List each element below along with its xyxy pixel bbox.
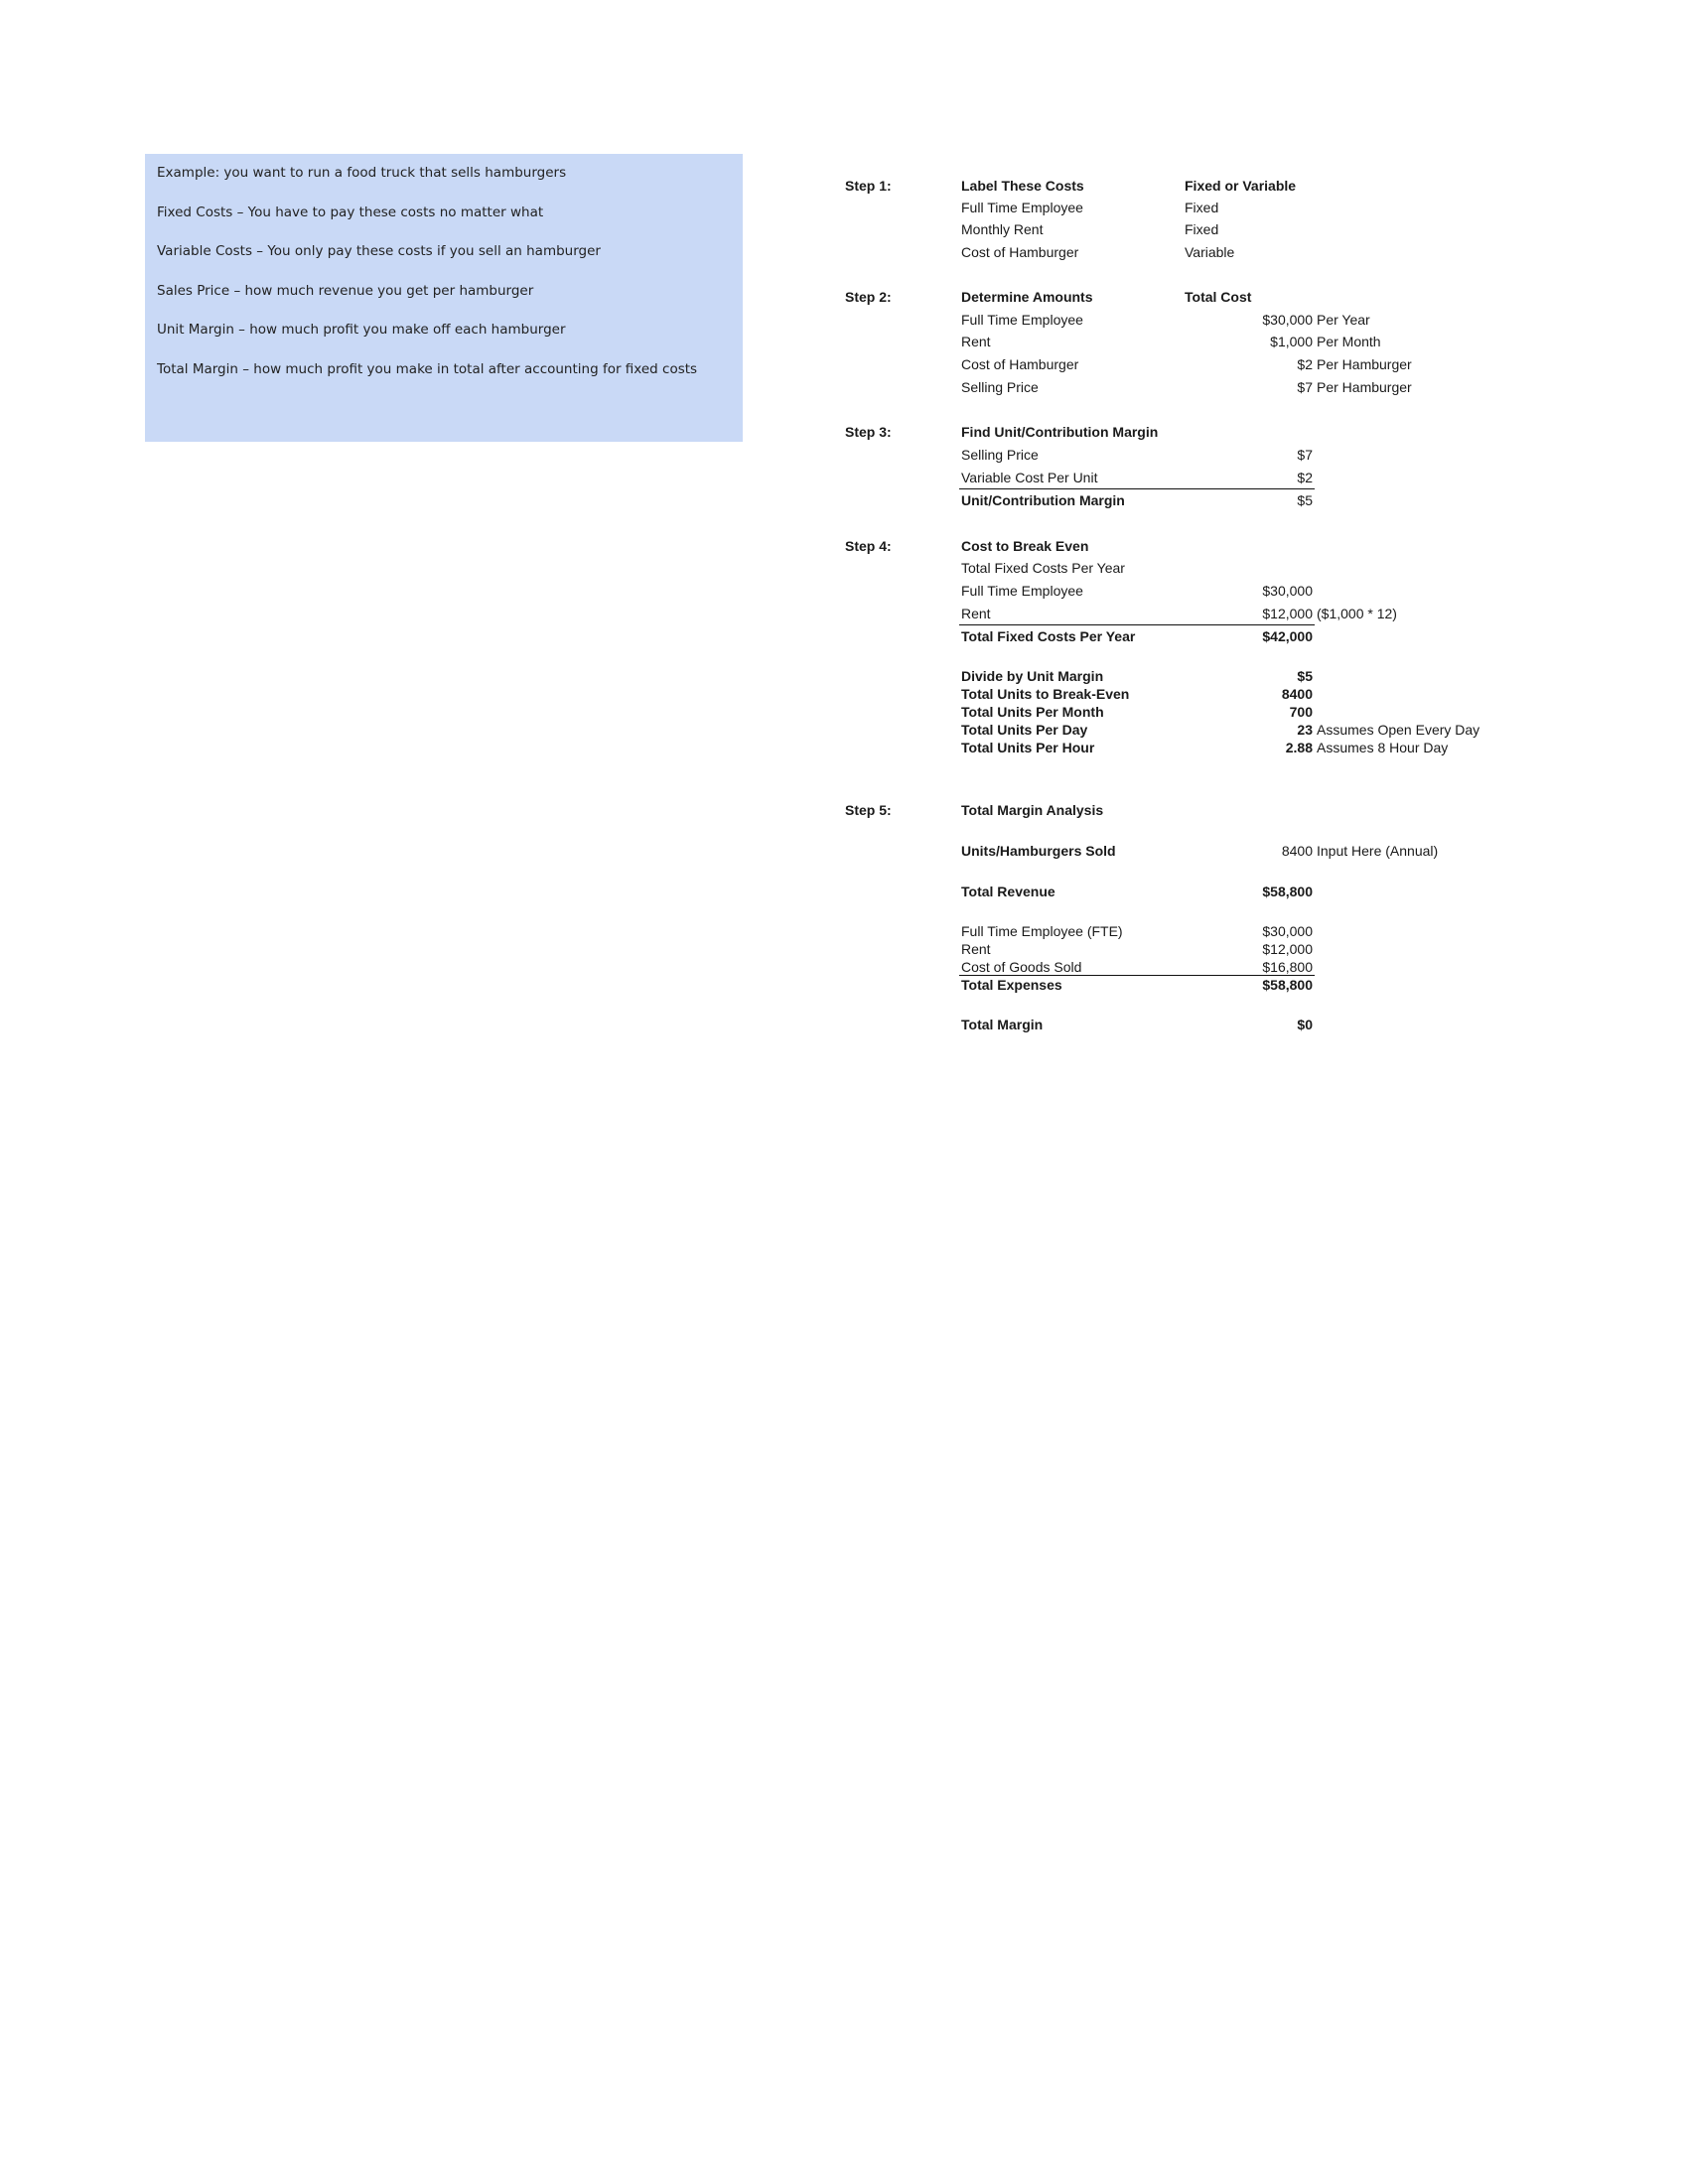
step1-header-row	[0, 176, 1688, 196]
units-sold-input[interactable]: 8400	[1281, 843, 1313, 859]
breakeven-row	[0, 703, 1688, 721]
row-value: $7	[1297, 447, 1313, 463]
expense-row	[0, 922, 1688, 940]
row-value: 2.88	[1285, 740, 1313, 755]
row-label: Rent	[961, 941, 991, 957]
step2-row	[0, 377, 1688, 397]
row-label: Full Time Employee	[961, 583, 1083, 599]
row-value: $12,000	[1262, 606, 1313, 621]
row-value: $2	[1297, 470, 1313, 485]
row-value: $30,000	[1262, 583, 1313, 599]
row-value: 700	[1289, 704, 1313, 720]
row-value: $2	[1297, 356, 1313, 372]
row-label: Total Units Per Day	[961, 722, 1088, 738]
breakeven-row	[0, 739, 1688, 756]
step1-row	[0, 242, 1688, 262]
note-sales-price: Sales Price – how much revenue you get per hamburger	[157, 282, 534, 299]
row-note: Per Month	[1317, 334, 1381, 349]
expense-row	[0, 940, 1688, 958]
step1-title: Label These Costs	[961, 178, 1084, 194]
step5-title: Total Margin Analysis	[961, 802, 1104, 818]
step2-row	[0, 354, 1688, 374]
row-label: Cost of Goods Sold	[961, 959, 1082, 975]
step2-row	[0, 310, 1688, 330]
note-unit-margin: Unit Margin – how much profit you make off each hamburger	[157, 322, 566, 338]
step1-row	[0, 219, 1688, 239]
expense-row	[0, 958, 1688, 976]
total-value: $58,800	[1262, 977, 1313, 993]
total-divider	[959, 488, 1315, 489]
step4-row	[0, 581, 1688, 601]
step5-label: Step 5:	[845, 802, 892, 818]
row-value: $16,800	[1262, 959, 1313, 975]
step1-row	[0, 198, 1688, 217]
row-note: Input Here (Annual)	[1317, 843, 1439, 859]
row-label: Full Time Employee	[961, 312, 1083, 328]
total-label: Total Fixed Costs Per Year	[961, 628, 1136, 644]
row-note: Per Year	[1317, 312, 1370, 328]
total-label: Total Expenses	[961, 977, 1062, 993]
step2-label: Step 2:	[845, 289, 892, 305]
row-value: $1,000	[1270, 334, 1313, 349]
step4-row	[0, 604, 1688, 623]
row-label: Monthly Rent	[961, 221, 1044, 237]
step3-title: Find Unit/Contribution Margin	[961, 424, 1159, 440]
step3-header-row	[0, 422, 1688, 442]
note-variable-costs: Variable Costs – You only pay these costs if you sell an hamburger	[157, 243, 601, 259]
row-value: $5	[1297, 668, 1313, 684]
row-value: $30,000	[1262, 923, 1313, 939]
total-label: Unit/Contribution Margin	[961, 492, 1125, 508]
step2-row	[0, 332, 1688, 351]
step5-header-row	[0, 800, 1688, 820]
row-label: Cost of Hamburger	[961, 244, 1079, 260]
row-value: $12,000	[1262, 941, 1313, 957]
step3-row	[0, 468, 1688, 487]
row-label: Total Units Per Month	[961, 704, 1104, 720]
row-note: Assumes Open Every Day	[1317, 722, 1480, 738]
total-margin-row	[0, 1015, 1688, 1034]
row-value: $7	[1297, 379, 1313, 395]
row-label: Total Units Per Hour	[961, 740, 1095, 755]
row-label: Full Time Employee	[961, 200, 1083, 215]
row-label: Cost of Hamburger	[961, 356, 1079, 372]
row-note: Per Hamburger	[1317, 356, 1412, 372]
step4-header-row	[0, 536, 1688, 556]
cost-type: Fixed	[1185, 221, 1219, 237]
row-value: $58,800	[1262, 884, 1313, 899]
step1-label: Step 1:	[845, 178, 892, 194]
note-example: Example: you want to run a food truck that sells hamburgers	[157, 165, 567, 181]
note-fixed-costs: Fixed Costs – You have to pay these costs no matter what	[157, 204, 544, 220]
breakeven-row	[0, 721, 1688, 739]
step4-subheader-row	[0, 558, 1688, 578]
breakeven-row	[0, 685, 1688, 703]
step3-row	[0, 445, 1688, 465]
row-note: ($1,000 * 12)	[1317, 606, 1397, 621]
step2-header-row	[0, 287, 1688, 307]
cost-type: Variable	[1185, 244, 1235, 260]
step4-total-row	[0, 626, 1688, 646]
step1-column-header: Fixed or Variable	[1185, 178, 1297, 194]
row-label: Selling Price	[961, 447, 1039, 463]
total-label: Total Margin	[961, 1017, 1044, 1032]
total-value: $5	[1297, 492, 1313, 508]
total-revenue-row	[0, 882, 1688, 901]
total-divider	[959, 624, 1315, 625]
step3-total-row	[0, 490, 1688, 510]
row-note: Assumes 8 Hour Day	[1317, 740, 1449, 755]
row-note: Per Hamburger	[1317, 379, 1412, 395]
row-label: Rent	[961, 334, 991, 349]
note-total-margin: Total Margin – how much profit you make in total after accounting for fixed costs	[157, 360, 698, 377]
row-label: Divide by Unit Margin	[961, 668, 1104, 684]
row-value: 8400	[1281, 686, 1313, 702]
row-label: Variable Cost Per Unit	[961, 470, 1098, 485]
cost-type: Fixed	[1185, 200, 1219, 215]
row-label: Total Units to Break-Even	[961, 686, 1130, 702]
step4-label: Step 4:	[845, 538, 892, 554]
row-value: 23	[1297, 722, 1313, 738]
row-label: Total Revenue	[961, 884, 1055, 899]
breakeven-row	[0, 667, 1688, 685]
row-label: Units/Hamburgers Sold	[961, 843, 1116, 859]
step2-column-header: Total Cost	[1185, 289, 1252, 305]
units-sold-row	[0, 841, 1688, 861]
row-label: Selling Price	[961, 379, 1039, 395]
row-label: Rent	[961, 606, 991, 621]
total-expenses-row	[0, 976, 1688, 994]
step4-subheader: Total Fixed Costs Per Year	[961, 560, 1125, 576]
step4-title: Cost to Break Even	[961, 538, 1089, 554]
step2-title: Determine Amounts	[961, 289, 1093, 305]
step3-label: Step 3:	[845, 424, 892, 440]
row-label: Full Time Employee (FTE)	[961, 923, 1123, 939]
total-value: $42,000	[1262, 628, 1313, 644]
row-value: $30,000	[1262, 312, 1313, 328]
total-value: $0	[1297, 1017, 1313, 1032]
